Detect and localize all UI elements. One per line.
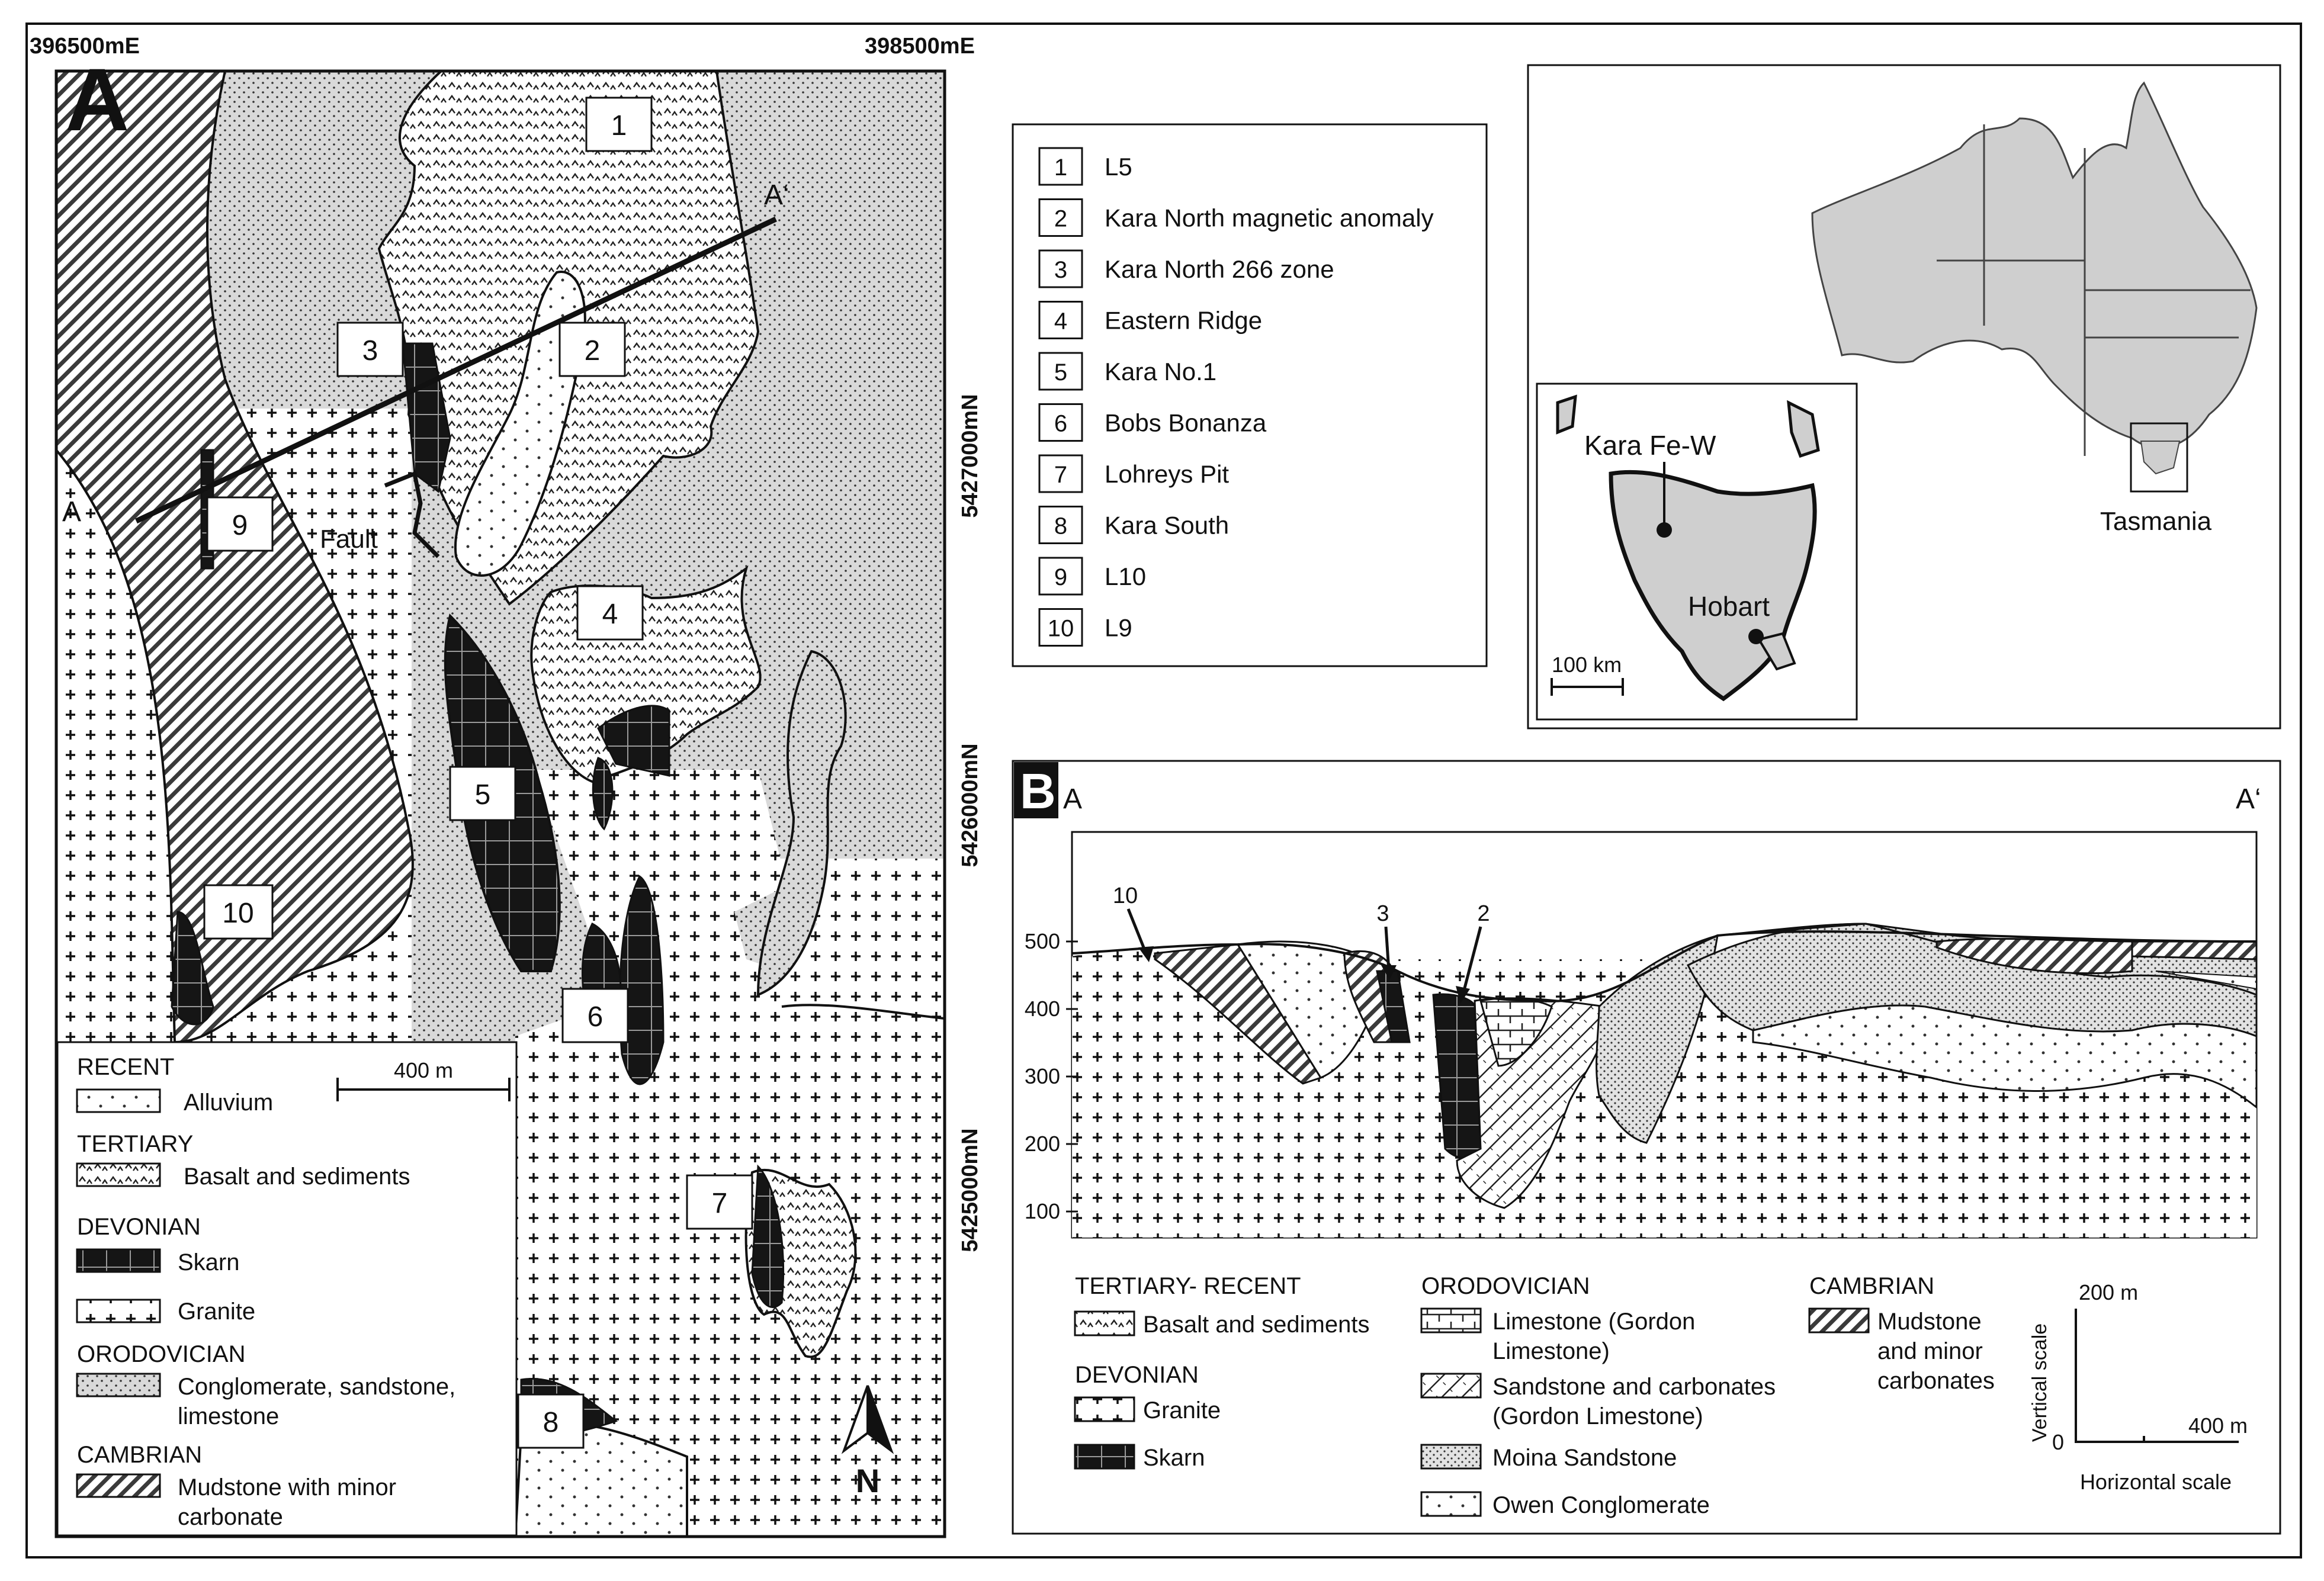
depth-tick-label: 500 <box>1024 929 1060 953</box>
site-box-7: 7 <box>711 1188 728 1219</box>
scale-horizontal-value: 400 m <box>2188 1413 2248 1438</box>
site-key-number: 8 <box>1054 513 1068 539</box>
legend-label-conglomerate-2: limestone <box>178 1403 280 1429</box>
site-key-number: 3 <box>1054 257 1068 283</box>
legend-label-mudstone: Mudstone with minor <box>178 1474 397 1500</box>
site-key-name: Kara South <box>1105 511 1230 539</box>
site-key-name: L10 <box>1105 563 1147 590</box>
cross-section-panel <box>1013 761 2280 1534</box>
b-legend-label-sandcarb: Sandstone and carbonates <box>1492 1374 1776 1400</box>
b-legend-label-granite: Granite <box>1143 1397 1221 1423</box>
legend-label-mudstone-2: carbonate <box>178 1504 283 1530</box>
legend-heading-tertiary: TERTIARY <box>77 1131 194 1157</box>
depth-tick-label: 200 <box>1024 1132 1060 1156</box>
b-legend-heading-devonian: DEVONIAN <box>1075 1362 1199 1388</box>
site-key-number: 2 <box>1054 205 1068 232</box>
section-start-label: A <box>62 496 82 528</box>
scale-horizontal-label: Horizontal scale <box>2079 1470 2232 1494</box>
site-key-number: 5 <box>1054 359 1068 385</box>
site-key <box>1013 124 1487 666</box>
b-legend-label-limestone-2: Limestone) <box>1492 1338 1610 1364</box>
site-box-8: 8 <box>543 1407 559 1438</box>
location-scale-label: 100 km <box>1552 653 1622 677</box>
easting-west-label: 396500mE <box>30 34 140 59</box>
northing-2-label: 5426000mN <box>958 743 983 867</box>
tasmania-label: Tasmania <box>2100 507 2212 536</box>
site-box-1: 1 <box>611 110 627 142</box>
site-key-name: L9 <box>1105 613 1132 642</box>
geological-map-panel <box>56 50 945 1540</box>
easting-east-label: 398500mE <box>865 34 975 59</box>
north-label: N <box>855 1462 880 1499</box>
site-key-number: 7 <box>1054 462 1068 488</box>
fault-label: Fault <box>320 525 378 554</box>
panel-a-letter: A <box>65 50 130 149</box>
site-key-name: L5 <box>1105 153 1132 181</box>
site-key-name: Lohreys Pit <box>1105 460 1230 488</box>
site-key-number: 1 <box>1054 155 1068 181</box>
marker-3: 3 <box>1376 901 1389 926</box>
site-box-3: 3 <box>362 335 378 367</box>
section-left-end: A <box>1063 783 1083 815</box>
site-box-5: 5 <box>474 779 491 811</box>
scale-vertical-label: Vertical scale <box>2028 1323 2051 1442</box>
site-key-number: 10 <box>1047 615 1074 642</box>
b-legend-label-limestone: Limestone (Gordon <box>1492 1309 1696 1335</box>
b-legend-label-skarn: Skarn <box>1143 1445 1205 1471</box>
hobart-label: Hobart <box>1688 591 1770 622</box>
site-key-name: Kara No.1 <box>1105 358 1217 385</box>
deposit-label: Kara Fe-W <box>1584 430 1716 461</box>
section-right-end: A‘ <box>2236 783 2261 815</box>
site-key-number: 6 <box>1054 410 1068 437</box>
site-box-2: 2 <box>584 335 601 367</box>
b-legend-label-mudstone: Mudstone <box>1877 1309 1982 1335</box>
site-key-name: Bobs Bonanza <box>1105 409 1267 437</box>
legend-label-skarn: Skarn <box>178 1249 240 1275</box>
site-box-10: 10 <box>222 898 254 929</box>
scale-zero: 0 <box>2052 1430 2064 1454</box>
b-legend-label-sandcarb-2: (Gordon Limestone) <box>1492 1403 1703 1429</box>
depth-tick-label: 100 <box>1024 1199 1060 1223</box>
map-legend <box>57 1042 516 1535</box>
site-key-number: 9 <box>1054 564 1068 590</box>
location-map <box>1528 65 2280 728</box>
b-legend-label-moina: Moina Sandstone <box>1492 1445 1677 1471</box>
b-legend-heading-cambrian: CAMBRIAN <box>1809 1273 1935 1299</box>
northing-3-label: 5425000mN <box>958 1128 983 1252</box>
b-legend-label-mudstone-2: and minor <box>1877 1338 1983 1364</box>
legend-label-conglomerate: Conglomerate, sandstone, <box>178 1374 456 1400</box>
legend-label-alluvium: Alluvium <box>184 1090 274 1116</box>
site-key-name: Eastern Ridge <box>1105 306 1263 335</box>
depth-tick-label: 400 <box>1024 997 1060 1021</box>
site-box-9: 9 <box>232 510 248 541</box>
scale-vertical-value: 200 m <box>2079 1280 2139 1304</box>
legend-label-basalt: Basalt and sediments <box>184 1164 410 1190</box>
depth-tick-label: 300 <box>1024 1064 1060 1088</box>
marker-10: 10 <box>1112 883 1138 908</box>
site-box-6: 6 <box>587 1001 604 1033</box>
b-legend-heading-orodovician: ORODOVICIAN <box>1421 1273 1590 1299</box>
b-legend-label-basalt: Basalt and sediments <box>1143 1312 1370 1338</box>
b-legend-label-mudstone-3: carbonates <box>1877 1368 1995 1394</box>
site-key-name: Kara North 266 zone <box>1105 255 1334 283</box>
legend-heading-devonian: DEVONIAN <box>77 1214 201 1240</box>
legend-label-granite: Granite <box>178 1299 256 1325</box>
legend-heading-recent: RECENT <box>77 1054 175 1080</box>
northing-1-label: 5427000mN <box>958 394 983 518</box>
panel-b-letter: B <box>1020 763 1056 819</box>
marker-2: 2 <box>1477 901 1490 926</box>
legend-heading-orodovician: ORODOVICIAN <box>77 1341 246 1367</box>
site-box-4: 4 <box>602 599 618 630</box>
legend-heading-cambrian: CAMBRIAN <box>77 1442 203 1468</box>
b-legend-label-owen: Owen Conglomerate <box>1492 1492 1710 1518</box>
site-key-name: Kara North magnetic anomaly <box>1105 204 1434 232</box>
section-end-label: A‘ <box>764 179 789 211</box>
b-legend-heading-tertiary: TERTIARY- RECENT <box>1075 1273 1301 1299</box>
site-key-number: 4 <box>1054 308 1068 335</box>
map-scale-label: 400 m <box>393 1058 454 1082</box>
